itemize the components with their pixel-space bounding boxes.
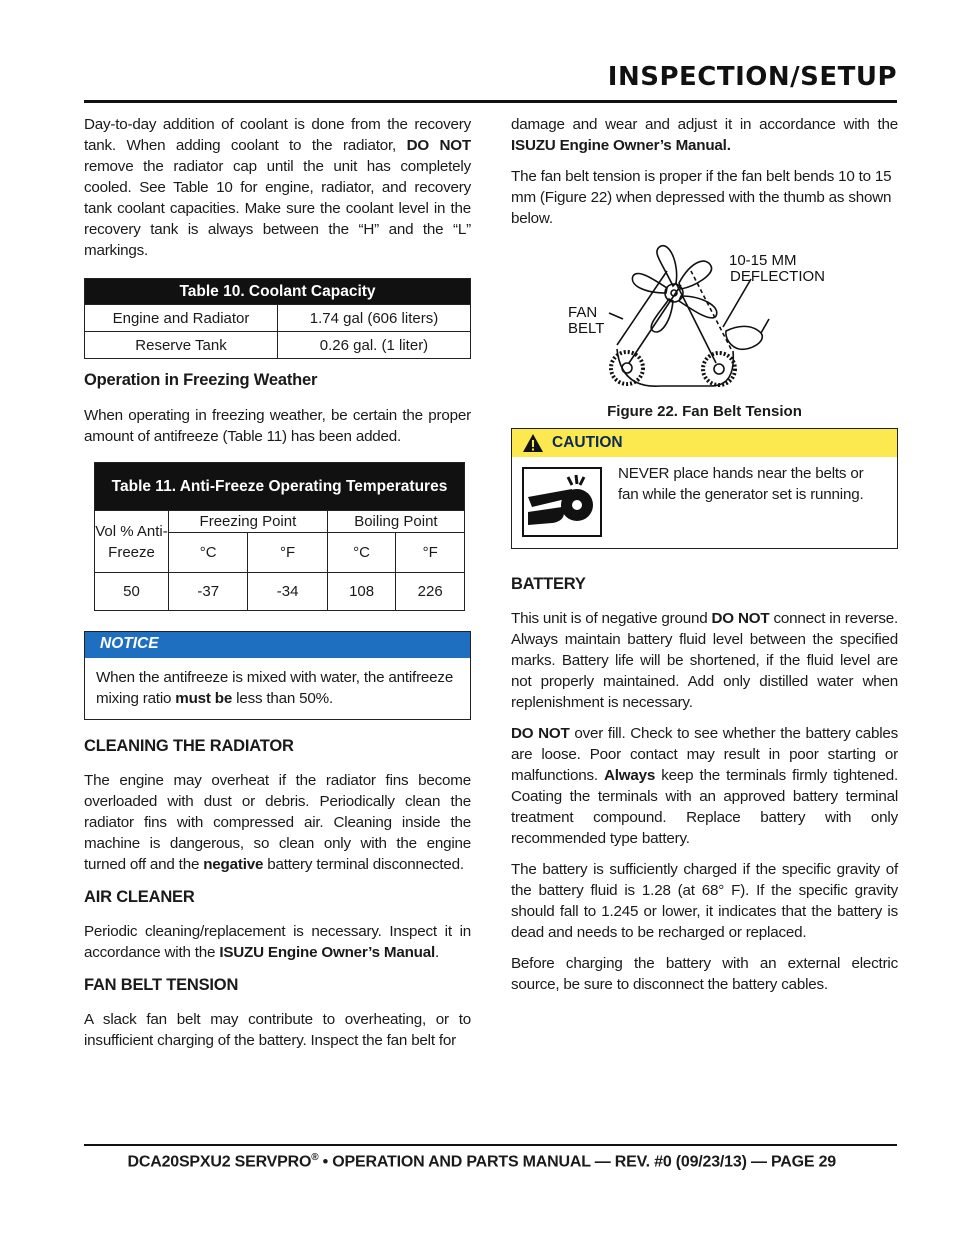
right-column: [511, 114, 898, 995]
page-title: INSPECTION/SETUP: [607, 62, 897, 92]
deflection-label-1: 10-15 MM: [729, 252, 797, 269]
antifreeze-table: Table 11. Anti-Freeze Operating Temperatures Vol % Anti- Freeze Freezing Point Boiling Point °C °F °C °F 50 -37 -34 108 226: [94, 462, 465, 611]
radiator-paragraph: The engine may overheat if the radiator fins become overloaded with dust or debris. Periodically clean the radiator fins with compressed air. Cleaning inside the machine is dangerous, so clean only with the engine turned off and the negative battery terminal disconnected.: [84, 772, 471, 873]
battery-paragraph-3: The battery is sufficiently charged if the specific gravity of the battery fluid is 1.28 (at 68° F). If the specific gravity should fall to 1.245 or lower, it indicates that the battery is dead and needs to be recharged or replaced.: [511, 861, 898, 941]
boiling-header: Boiling Point: [327, 511, 464, 533]
table-11-title: Table 11. Anti-Freeze Operating Temperatures: [95, 463, 465, 511]
notice-text: When the antifreeze is mixed with water, the antifreeze mixing ratio must be less than 50%.: [96, 669, 454, 707]
freezing-header: Freezing Point: [169, 511, 328, 533]
fan-label-1: FAN: [568, 304, 598, 321]
fan-label-2: BELT: [568, 320, 605, 337]
caution-box: [511, 428, 898, 549]
radiator-heading: CLEANING THE RADIATOR: [84, 737, 294, 755]
coolant-intro-paragraph: Day-to-day addition of coolant is done from the recovery tank. When adding coolant to the radiator, DO NOT remove the radiator cap until the unit has completely cooled. See Table 10 for engine, radiator, and recovery tank coolant capacities. Make sure the coolant level in the recovery tank is always between the “H” and the “L” markings.: [84, 116, 471, 259]
battery-paragraph-1: This unit is of negative ground DO NOT connect in reverse. Always maintain battery fluid level between the specified marks. Battery life will be shortened, if the fluid level are not properly maintained. Add only distilled water when replenishment is necessary.: [511, 610, 898, 711]
header-rule: [84, 100, 897, 103]
fan-belt-figure: [511, 241, 898, 399]
fan-belt-heading: FAN BELT TENSION: [84, 976, 239, 994]
left-column: [84, 114, 471, 1051]
notice-label: NOTICE: [85, 632, 470, 658]
vol-header: Vol % Anti- Freeze: [95, 511, 169, 573]
table-row: 50 -37 -34 108 226: [95, 573, 465, 611]
table-10-title: Table 10. Coolant Capacity: [85, 279, 471, 305]
freezing-paragraph: When operating in freezing weather, be certain the proper amount of antifreeze (Table 11) has been added.: [84, 407, 471, 445]
caution-header: [512, 429, 897, 457]
freezing-heading: Operation in Freezing Weather: [84, 371, 318, 389]
air-cleaner-heading: AIR CLEANER: [84, 888, 195, 906]
caution-text: NEVER place hands near the belts or fan while the generator set is running.: [618, 465, 864, 503]
battery-heading: BATTERY: [511, 575, 586, 593]
fan-belt-paragraph: A slack fan belt may contribute to overheating, or to insufficient charging of the battery. Inspect the fan belt for: [84, 1011, 471, 1049]
coolant-capacity-table: [84, 278, 471, 359]
table-row: Reserve Tank 0.26 gal. (1 liter): [85, 332, 471, 359]
page-footer: DCA20SPXU2 SERVPRO® • OPERATION AND PARTS MANUAL — REV. #0 (09/23/13) — PAGE 29: [127, 1152, 836, 1171]
battery-paragraph-2: DO NOT over fill. Check to see whether the battery cables are loose. Poor contact may result in poor starting or malfunctions. Always keep the terminals firmly tightened. Coating the terminals with an approved battery terminal treatment compound. Replace battery with only recommended type battery.: [511, 725, 899, 847]
fan-belt-continued: damage and wear and adjust it in accordance with the ISUZU Engine Owner’s Manual.: [511, 116, 898, 154]
warning-triangle-icon: [522, 433, 544, 453]
notice-box: [84, 631, 471, 720]
footer-rule: [84, 1144, 897, 1146]
air-cleaner-paragraph: Periodic cleaning/replacement is necessary. Inspect it in accordance with the ISUZU Engine Owner’s Manual.: [84, 923, 471, 961]
battery-paragraph-4: Before charging the battery with an external electric source, be sure to disconnect the battery cables.: [511, 955, 898, 993]
caution-label: CAUTION: [552, 434, 623, 451]
hand-in-belt-icon: [522, 467, 602, 537]
fan-belt-diagram: [511, 241, 898, 399]
figure-caption: Figure 22. Fan Belt Tension: [607, 403, 802, 420]
deflection-label-2: DEFLECTION: [730, 268, 826, 285]
tension-paragraph: The fan belt tension is proper if the fan belt bends 10 to 15 mm (Figure 22) when depressed with the thumb as shown below.: [511, 168, 892, 227]
table-row: Engine and Radiator 1.74 gal (606 liters): [85, 305, 471, 332]
